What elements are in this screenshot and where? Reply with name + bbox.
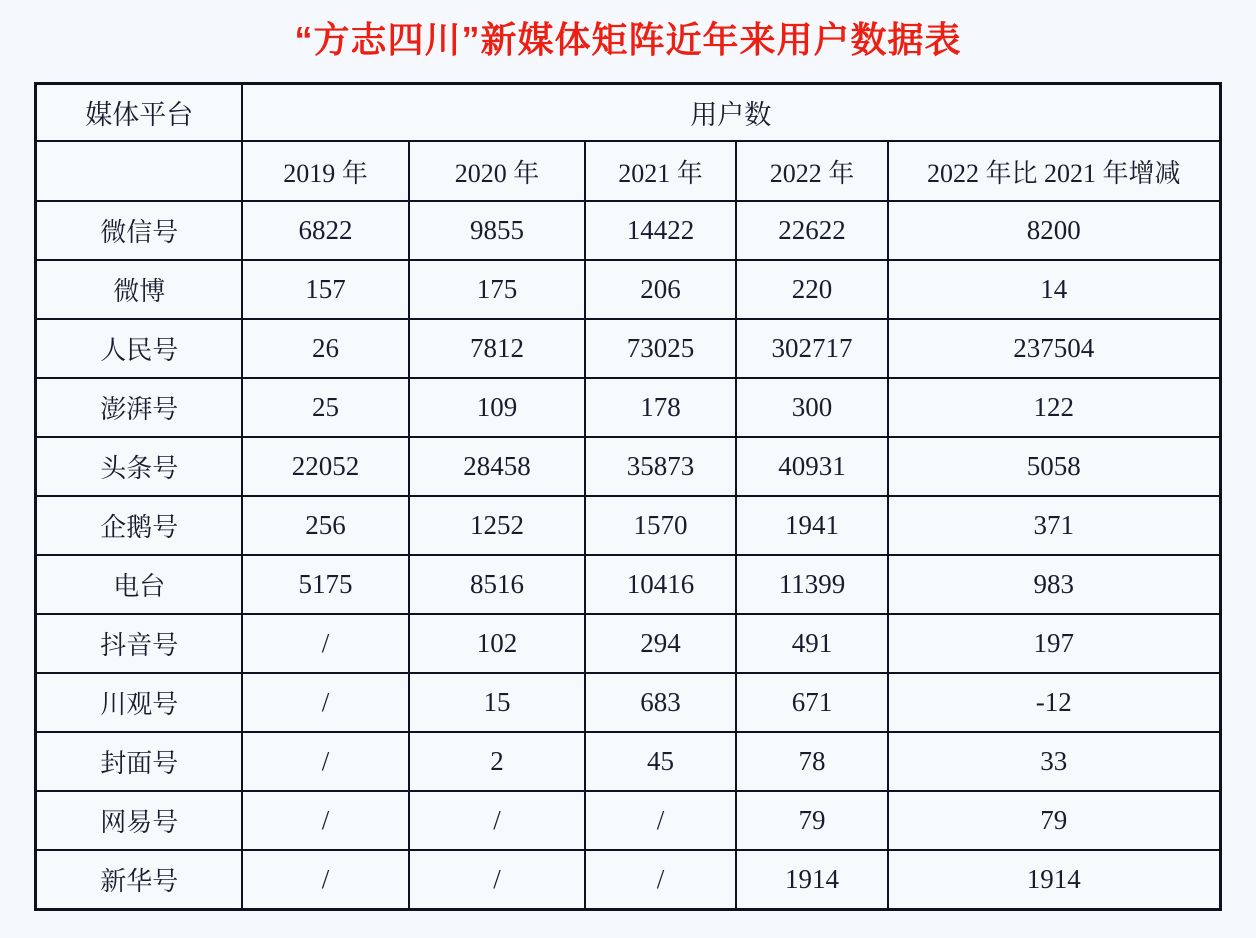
value-cell: 1914	[736, 850, 888, 910]
table-row	[36, 614, 1220, 673]
value-cell: 983	[888, 555, 1220, 614]
value-cell: /	[242, 791, 409, 850]
value-cell: 25	[242, 378, 409, 437]
value-cell: 73025	[585, 319, 736, 378]
value-cell: 6822	[242, 201, 409, 260]
value-cell: 14422	[585, 201, 736, 260]
value-cell: 157	[242, 260, 409, 319]
value-cell: /	[585, 791, 736, 850]
value-cell: 15	[409, 673, 585, 732]
table-body	[36, 201, 1220, 910]
value-cell: 256	[242, 496, 409, 555]
value-cell: 79	[736, 791, 888, 850]
table-row	[36, 378, 1220, 437]
value-cell: 8516	[409, 555, 585, 614]
value-cell: 2	[409, 732, 585, 791]
value-cell: /	[242, 614, 409, 673]
year-header-change: 2022 年比 2021 年增减	[888, 141, 1220, 201]
value-cell: 294	[585, 614, 736, 673]
platform-header-empty-cell	[36, 141, 242, 201]
platform-cell: 微博	[36, 260, 242, 319]
value-cell: 1914	[888, 850, 1220, 910]
value-cell: 26	[242, 319, 409, 378]
value-cell: 40931	[736, 437, 888, 496]
value-cell: 1252	[409, 496, 585, 555]
value-cell: 300	[736, 378, 888, 437]
value-cell: 671	[736, 673, 888, 732]
value-cell: 122	[888, 378, 1220, 437]
value-cell: 237504	[888, 319, 1220, 378]
table-header	[36, 84, 1220, 202]
value-cell: 78	[736, 732, 888, 791]
platform-cell: 微信号	[36, 201, 242, 260]
value-cell: /	[585, 850, 736, 910]
table-row	[36, 437, 1220, 496]
year-header-2021: 2021 年	[585, 141, 736, 201]
header-years-row	[36, 141, 1220, 201]
value-cell: 35873	[585, 437, 736, 496]
platform-cell: 封面号	[36, 732, 242, 791]
value-cell: 45	[585, 732, 736, 791]
value-cell: 79	[888, 791, 1220, 850]
table-row	[36, 555, 1220, 614]
value-cell: 14	[888, 260, 1220, 319]
users-group-header-cell: 用户数	[242, 84, 1220, 142]
value-cell: /	[242, 732, 409, 791]
value-cell: 5175	[242, 555, 409, 614]
value-cell: 371	[888, 496, 1220, 555]
table-row	[36, 319, 1220, 378]
value-cell: 175	[409, 260, 585, 319]
value-cell: 9855	[409, 201, 585, 260]
user-data-table	[34, 82, 1221, 911]
value-cell: /	[242, 850, 409, 910]
year-header-2020: 2020 年	[409, 141, 585, 201]
platform-cell: 网易号	[36, 791, 242, 850]
platform-cell: 新华号	[36, 850, 242, 910]
platform-cell: 头条号	[36, 437, 242, 496]
platform-cell: 人民号	[36, 319, 242, 378]
value-cell: 683	[585, 673, 736, 732]
value-cell: -12	[888, 673, 1220, 732]
value-cell: 302717	[736, 319, 888, 378]
value-cell: 109	[409, 378, 585, 437]
table-row	[36, 732, 1220, 791]
value-cell: /	[409, 850, 585, 910]
value-cell: 28458	[409, 437, 585, 496]
value-cell: 33	[888, 732, 1220, 791]
value-cell: 102	[409, 614, 585, 673]
value-cell: 220	[736, 260, 888, 319]
page-title: “方志四川”新媒体矩阵近年来用户数据表	[294, 19, 962, 60]
platform-header-cell: 媒体平台	[36, 84, 242, 142]
table-row	[36, 850, 1220, 910]
platform-cell: 企鹅号	[36, 496, 242, 555]
table-row	[36, 496, 1220, 555]
value-cell: 206	[585, 260, 736, 319]
year-header-2022: 2022 年	[736, 141, 888, 201]
value-cell: /	[409, 791, 585, 850]
table-row	[36, 201, 1220, 260]
header-group-row	[36, 84, 1220, 142]
value-cell: 22052	[242, 437, 409, 496]
table-row	[36, 260, 1220, 319]
value-cell: 7812	[409, 319, 585, 378]
year-header-2019: 2019 年	[242, 141, 409, 201]
platform-cell: 澎湃号	[36, 378, 242, 437]
platform-cell: 抖音号	[36, 614, 242, 673]
value-cell: 178	[585, 378, 736, 437]
value-cell: 197	[888, 614, 1220, 673]
platform-cell: 川观号	[36, 673, 242, 732]
table-row	[36, 673, 1220, 732]
table-row	[36, 791, 1220, 850]
value-cell: /	[242, 673, 409, 732]
value-cell: 22622	[736, 201, 888, 260]
value-cell: 11399	[736, 555, 888, 614]
platform-cell: 电台	[36, 555, 242, 614]
value-cell: 10416	[585, 555, 736, 614]
value-cell: 1941	[736, 496, 888, 555]
value-cell: 5058	[888, 437, 1220, 496]
value-cell: 8200	[888, 201, 1220, 260]
value-cell: 491	[736, 614, 888, 673]
value-cell: 1570	[585, 496, 736, 555]
